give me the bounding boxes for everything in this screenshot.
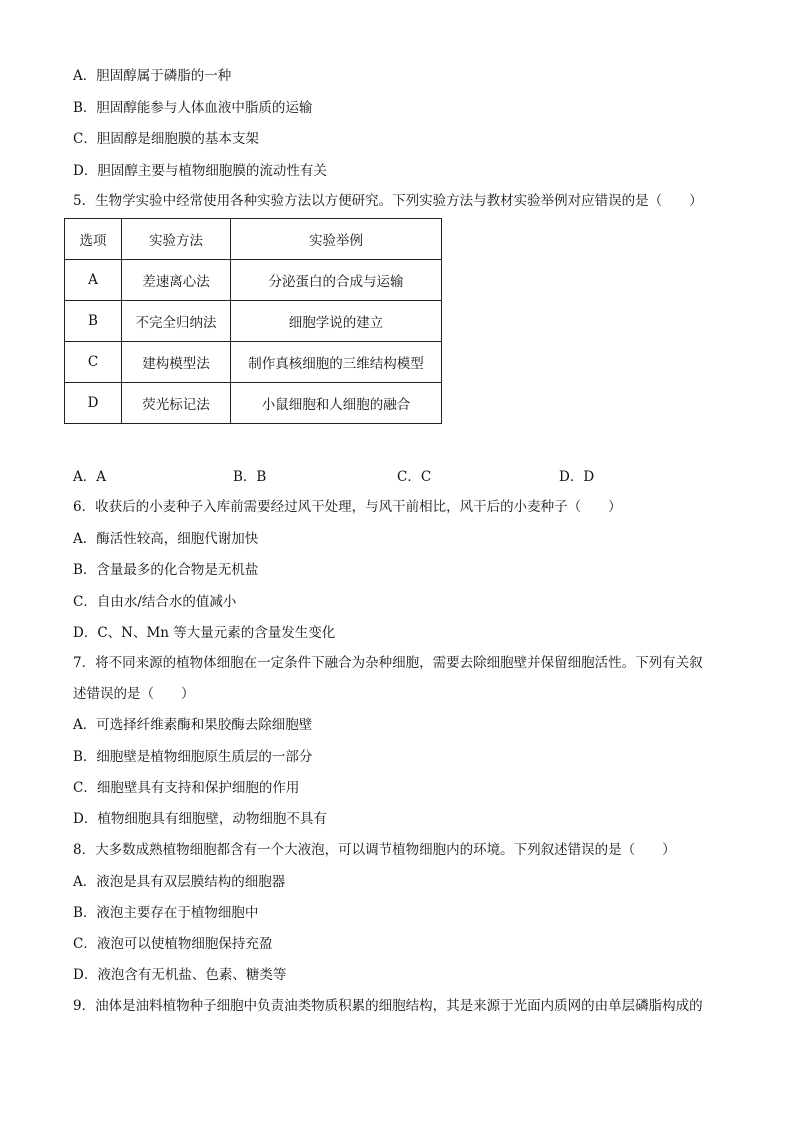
q4-option-b: B．胆固醇能参与人体血液中脂质的运输 — [73, 100, 313, 116]
q7-option-d: D．植物细胞具有细胞壁，动物细胞不具有 — [73, 811, 327, 827]
q5-options — [73, 468, 733, 486]
q8-option-b: B．液泡主要存在于植物细胞中 — [73, 905, 259, 921]
table-header-cell: 实验举例 — [231, 219, 442, 260]
q6-option-d: D．C、N、Mn 等大量元素的含量发生变化 — [73, 625, 336, 641]
q8-option-a: A．液泡是具有双层膜结构的细胞器 — [73, 874, 286, 890]
q7-option-c: C．细胞壁具有支持和保护细胞的作用 — [73, 780, 300, 796]
q7-stem-line2: 述错误的是（ ） — [73, 686, 195, 702]
table-header-cell: 选项 — [65, 219, 122, 260]
table-row — [65, 260, 442, 301]
q5-option-d: D．D — [559, 469, 595, 485]
q6-option-a: A．酶活性较高，细胞代谢加快 — [73, 531, 259, 547]
table-row — [65, 342, 442, 383]
table-row — [65, 383, 442, 424]
table-cell: 差速离心法 — [122, 260, 231, 301]
q4-option-d: D．胆固醇主要与植物细胞膜的流动性有关 — [73, 163, 327, 179]
table-cell: D — [65, 383, 122, 424]
q5-option-a: A．A — [73, 469, 106, 485]
table-cell: 建构模型法 — [122, 342, 231, 383]
q8-option-c: C．液泡可以使植物细胞保持充盈 — [73, 936, 273, 952]
q8-option-d: D．液泡含有无机盐、色素、糖类等 — [73, 967, 287, 983]
q4-option-a: A．胆固醇属于磷脂的一种 — [73, 68, 232, 84]
q5-table — [64, 218, 442, 424]
q4-option-c: C．胆固醇是细胞膜的基本支架 — [73, 131, 259, 147]
q5-option-c: C．C — [397, 469, 432, 485]
q7-option-b: B．细胞壁是植物细胞原生质层的一部分 — [73, 749, 313, 765]
table-cell: 不完全归纳法 — [122, 301, 231, 342]
table-cell: B — [65, 301, 122, 342]
table-cell: 小鼠细胞和人细胞的融合 — [231, 383, 442, 424]
q6-stem: 6．收获后的小麦种子入库前需要经过风干处理，与风干前相比，风干后的小麦种子（ ） — [73, 499, 622, 515]
table-cell: 分泌蛋白的合成与运输 — [231, 260, 442, 301]
table-cell: 荧光标记法 — [122, 383, 231, 424]
q5-stem: 5．生物学实验中经常使用各种实验方法以方便研究。下列实验方法与教材实验举例对应错误的是（ ） — [73, 193, 703, 209]
table-header-row — [65, 219, 442, 260]
q7-option-a: A．可选择纤维素酶和果胶酶去除细胞壁 — [73, 717, 313, 733]
table-cell: 制作真核细胞的三维结构模型 — [231, 342, 442, 383]
table-cell: C — [65, 342, 122, 383]
table-header-cell: 实验方法 — [122, 219, 231, 260]
table-row — [65, 301, 442, 342]
q8-stem: 8．大多数成熟植物细胞都含有一个大液泡，可以调节植物细胞内的环境。下列叙述错误的是（ ） — [73, 842, 676, 858]
q7-stem-line1: 7．将不同来源的植物体细胞在一定条件下融合为杂种细胞，需要去除细胞壁并保留细胞活性。下列有关叙 — [73, 655, 703, 671]
q6-option-b: B．含量最多的化合物是无机盐 — [73, 562, 259, 578]
table-cell: 细胞学说的建立 — [231, 301, 442, 342]
q6-option-c: C．自由水/结合水的值减小 — [73, 594, 237, 610]
q5-option-b: B．B — [233, 469, 267, 485]
q9-stem: 9．油体是油料植物种子细胞中负责油类物质积累的细胞结构，其是来源于光面内质网的由单层磷脂构成的 — [73, 998, 703, 1014]
table-cell: A — [65, 260, 122, 301]
